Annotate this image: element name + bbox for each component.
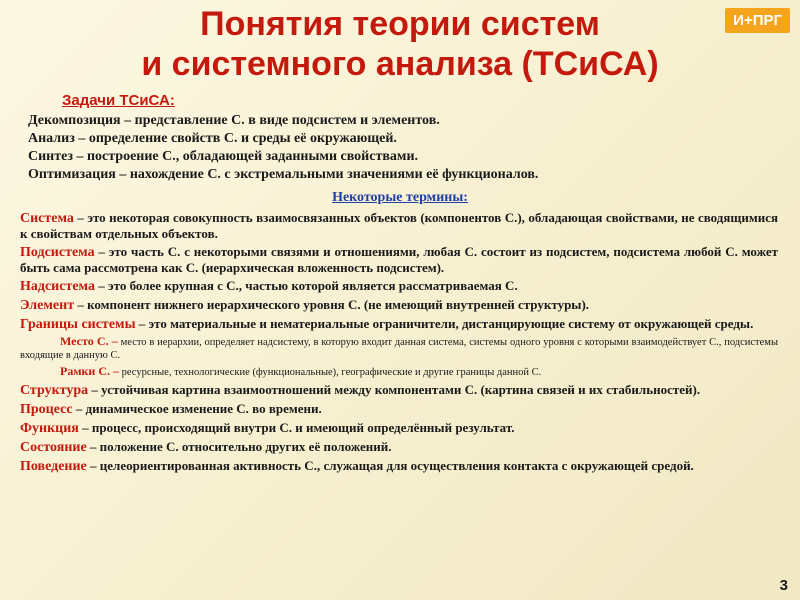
- definition-item: [20, 401, 778, 417]
- definition-item: [20, 458, 778, 474]
- definition-item: [20, 210, 778, 241]
- definition-text: – устойчивая картина взаимоотношений между компонентами С. (картина связей и их стабильностей).: [91, 382, 701, 397]
- definition-term: Подсистема: [20, 245, 95, 260]
- definition-term: Состояние: [20, 440, 87, 455]
- definition-item: [20, 278, 778, 294]
- definition-item-small: [20, 335, 778, 362]
- definition-term: Надсистема: [20, 279, 95, 294]
- title-line-1: Понятия теории систем: [200, 5, 600, 43]
- slide-title: [0, 4, 800, 84]
- definition-item: [20, 316, 778, 332]
- page-number: 3: [779, 577, 788, 594]
- task-text: Синтез – построение С., обладающей заданными свойствами.: [28, 149, 419, 164]
- definition-text: – это материальные и нематериальные ограничители, дистанцирующие систему от окружающей среды.: [138, 316, 754, 331]
- task-item: [6, 130, 786, 148]
- definition-term: Структура: [20, 383, 89, 398]
- definition-item-small: [20, 365, 778, 379]
- definition-item: [20, 297, 778, 313]
- definitions-list: [20, 210, 778, 477]
- definition-text: место в иерархии, определяет надсистему, в которую входит данная система, системы одного уровня с которыми взаимодействует С., подсистемы входящие в данную С.: [20, 337, 779, 361]
- definition-text: – это некоторая совокупность взаимосвязанных объектов (компонентов С.), обладающая свойствами, не сводящимися к свойствам отдельных объектов.: [20, 210, 778, 241]
- task-text: Декомпозиция – представление С. в виде подсистем и элементов.: [28, 113, 440, 128]
- tasks-list: [6, 112, 786, 184]
- tasks-heading: Задачи ТСиСА:: [62, 92, 175, 109]
- definition-term: Рамки С. –: [60, 364, 119, 378]
- definition-text: – процесс, происходящий внутри С. и имеющий определённый результат.: [82, 420, 515, 435]
- definition-term: Границы системы: [20, 317, 136, 332]
- definition-item: [20, 382, 778, 398]
- task-item: [6, 166, 786, 184]
- definition-term: Функция: [20, 421, 79, 436]
- definition-term: Процесс: [20, 402, 73, 417]
- definition-text: – положение С. относительно других её положений.: [89, 439, 392, 454]
- definition-item: [20, 244, 778, 275]
- definition-text: – это более крупная с С., частью которой является рассматриваемая С.: [98, 278, 518, 293]
- definition-text: – компонент нижнего иерархического уровня С. (не имеющий внутренней структуры).: [77, 297, 590, 312]
- title-line-2: и системного анализа (ТСиСА): [141, 45, 659, 83]
- definition-item: [20, 420, 778, 436]
- definition-item: [20, 439, 778, 455]
- task-text: Оптимизация – нахождение С. с экстремальными значениями её функционалов.: [28, 167, 539, 182]
- definition-term: Система: [20, 211, 74, 226]
- task-item: [6, 112, 786, 130]
- definition-text: ресурсные, технологические (функциональные), географические и другие границы данной С.: [121, 367, 542, 378]
- definition-text: – это часть С. с некоторыми связями и отношениями, любая С. состоит из подсистем, подсистема любой С. может быть сама рассмотрена как С. (иерархическая вложенность подсистем).: [20, 244, 778, 275]
- definition-term: Элемент: [20, 298, 75, 313]
- terms-heading: Некоторые термины:: [332, 190, 468, 205]
- definition-text: – динамическое изменение С. во времени.: [75, 401, 322, 416]
- definition-term: Место С. –: [60, 334, 118, 348]
- definition-text: – целеориентированная активность С., служащая для осуществления контакта с окружающей средой.: [90, 458, 694, 473]
- course-badge: И+ПРГ: [725, 8, 790, 33]
- task-item: [6, 148, 786, 166]
- definition-term: Поведение: [20, 459, 87, 474]
- task-text: Анализ – определение свойств С. и среды её окружающей.: [28, 131, 397, 146]
